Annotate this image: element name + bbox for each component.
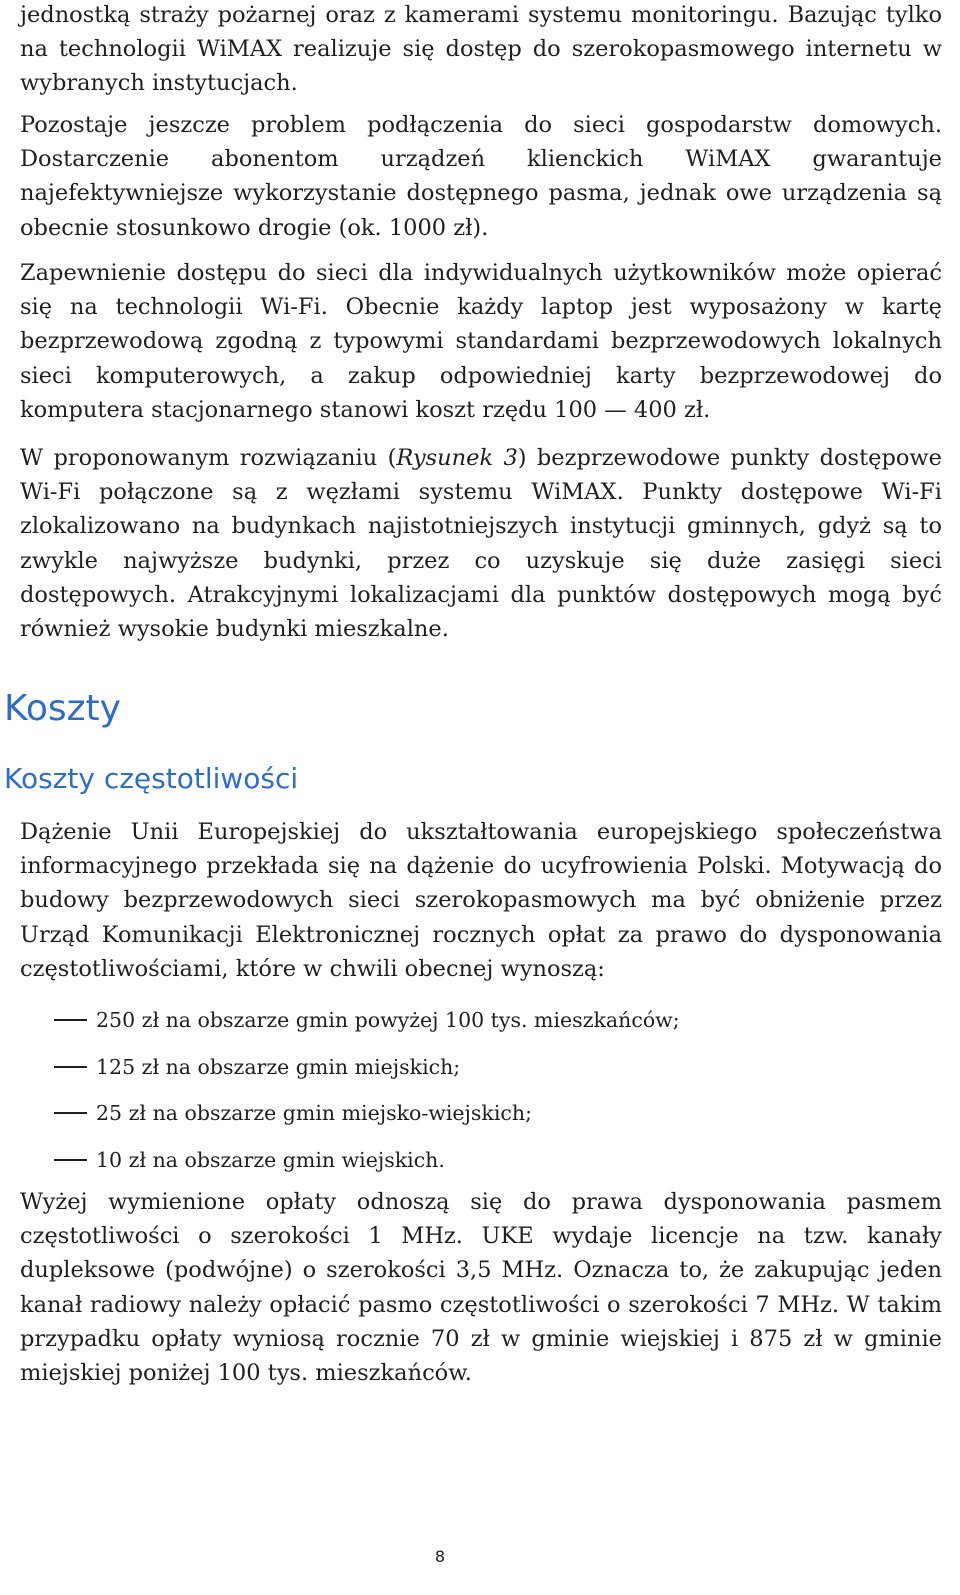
list-item <box>54 1044 934 1091</box>
subsection-heading-frequency-costs: Koszty częstotliwości <box>4 762 299 795</box>
paragraph-eu-digitization: Dążenie Unii Europejskiej do ukształtowania europejskiego społeczeństwa informacyjnego przekłada się na dążenie do ucyfrowienia Polski. Motywacją do budowy bezprzewodowych sieci szerokopasmowych ma być obniżenie przez Urząd Komunikacji Elektronicznej rocznych opłat za prawo do dysponowania częstotliwościami, które w chwili obecnej wynoszą: <box>20 819 942 982</box>
list-item <box>54 997 934 1044</box>
list-item-text: 125 zł na obszarze gmin miejskich; <box>96 1054 461 1079</box>
paragraph-fee-details: Wyżej wymienione opłaty odnoszą się do prawa dysponowania pasmem częstotliwości o szerokości 1 MHz. UKE wydaje licencje na tzw. kanały dupleksowe (podwójne) o szerokości 3,5 MHz. Oznacza to, że zakupując jeden kanał radiowy należy opłacić pasmo częstotliwości o szerokości 7 MHz. W takim przypadku opłaty wyniosą rocznie 70 zł w gminie wiejskiej i 875 zł w gminie miejskiej poniżej 100 tys. mieszkańców. <box>20 1189 942 1387</box>
list-item-text: 10 zł na obszarze gmin wiejskich. <box>96 1147 445 1172</box>
paragraph-households: Pozostaje jeszcze problem podłączenia do sieci gospodarstw domowych. Dostarczenie abonentom urządzeń klienckich WiMAX gwarantuje najefektywniejsze wykorzystanie dostępnego pasma, jednak owe urządzenia są obecnie stosunkowo drogie (ok. 1000 zł). <box>20 112 942 241</box>
paragraph-proposed-solution <box>20 441 942 646</box>
list-item-text: 250 zł na obszarze gmin powyżej 100 tys. mieszkańców; <box>96 1008 680 1033</box>
paragraph-wifi-users: Zapewnienie dostępu do sieci dla indywidualnych użytkowników może opierać się na technologii Wi-Fi. Obecnie każdy laptop jest wyposażony w kartę bezprzewodową zgodną z typowymi standardami bezprzewodowych lokalnych sieci komputerowych, a zakup odpowiedniej karty bezprzewodowej do komputera stacjonarnego stanowi koszt rzędu 100 — 400 zł. <box>20 260 942 423</box>
figure-reference: Rysunek 3 <box>396 445 518 471</box>
dash-bullet-icon <box>54 1112 87 1114</box>
page-number: 8 <box>434 1547 446 1566</box>
paragraph-text: ) bezprzewodowe punkty dostępowe Wi-Fi połączone są z węzłami systemu WiMAX. Punkty dostępowe Wi-Fi zlokalizowano na budynkach najistotniejszych instytucji gminnych, gdyż są to zwykle najwyższe budynki, przez co uzyskuje się duże zasięgi sieci dostępowych. Atrakcyjnymi lokalizacjami dla punktów dostępowych mogą być również wysokie budynki mieszkalne. <box>20 445 942 643</box>
list-item-text: 25 zł na obszarze gmin miejsko-wiejskich; <box>96 1101 532 1126</box>
list-item <box>54 1090 934 1137</box>
fee-list <box>54 997 934 1183</box>
dash-bullet-icon <box>54 1066 87 1068</box>
list-item <box>54 1137 934 1184</box>
paragraph-text: W proponowanym rozwiązaniu ( <box>20 445 397 471</box>
paragraph-wimax-institutions: jednostką straży pożarnej oraz z kamerami systemu monitoringu. Bazując tylko na technologii WiMAX realizuje się dostęp do szerokopasmowego internetu w wybranych instytucjach. <box>20 2 942 97</box>
section-heading-costs: Koszty <box>4 688 121 729</box>
dash-bullet-icon <box>54 1159 87 1161</box>
dash-bullet-icon <box>54 1019 87 1021</box>
